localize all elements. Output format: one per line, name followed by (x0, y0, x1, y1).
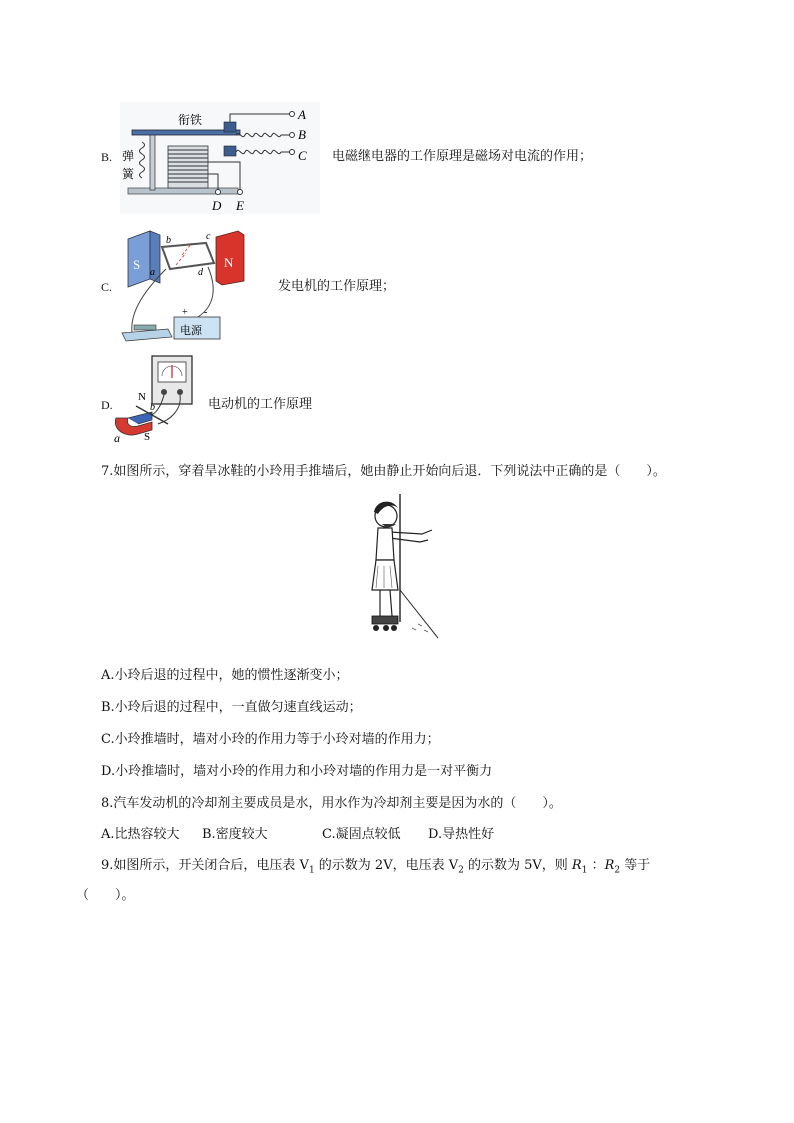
q8-stem: 8.汽车发动机的冷却剂主要成员是水，用水作为冷却剂主要是因为水的（ ）。 (101, 796, 562, 811)
plus-sign: + (182, 307, 188, 318)
label-a: a (114, 431, 120, 444)
q8-option-d: D.导热性好 (428, 827, 495, 842)
terminal-a (290, 112, 295, 117)
armature-label: 衔铁 (178, 113, 203, 127)
label-a: A (298, 107, 306, 122)
label-n: N (138, 391, 146, 403)
power-label: 电源 (180, 325, 202, 337)
meter-figure (108, 354, 208, 444)
relay-post (150, 132, 155, 190)
label-d: d (198, 267, 203, 278)
q7-stem: 7.如图所示，穿着旱冰鞋的小玲用手推墙后，她由静止开始向后退．下列说法中正确的是（ ）。 (101, 464, 666, 479)
terminal-d (216, 190, 221, 195)
label-b: b (166, 235, 171, 246)
label-c: C (298, 148, 307, 163)
label-n: N (224, 255, 234, 270)
option-b-text: 电磁继电器的工作原理是磁场对电流的作用； (332, 149, 593, 164)
minus-sign: - (204, 307, 208, 318)
option-c-text: 发电机的工作原理； (278, 279, 396, 294)
relay-base (128, 188, 238, 194)
q8-option-a: A.比热容较大 (101, 827, 180, 842)
terminal-c (290, 150, 295, 155)
q7-figure (362, 490, 442, 642)
generator-figure (120, 225, 260, 345)
q7-option-d: D.小玲推墙时，墙对小玲的作用力和小玲对墙的作用力是一对平衡力 (101, 764, 493, 779)
q7-option-b: B.小玲后退的过程中，一直做匀速直线运动； (101, 700, 362, 715)
label-d: D (212, 198, 222, 213)
label-a: a (150, 267, 155, 278)
q8-option-b: B.密度较大 (202, 827, 268, 842)
spring-label-2: 簧 (122, 167, 135, 181)
relay-figure (120, 102, 320, 214)
lower-contact (224, 146, 236, 156)
option-b-letter: B. (101, 150, 113, 164)
q7-option-a: A.小玲后退的过程中，她的惯性逐渐变小； (101, 668, 349, 683)
label-s: S (144, 431, 151, 443)
upper-contact (224, 122, 236, 132)
spring-label-1: 弹 (122, 149, 135, 163)
option-c-letter: C. (101, 280, 113, 294)
label-b: b (150, 402, 155, 413)
label-s: S (133, 257, 141, 272)
label-c: c (206, 231, 211, 242)
q7-option-c: C.小玲推墙时，墙对小玲的作用力等于小玲对墙的作用力； (101, 732, 440, 747)
q9-stem: 9.如图所示，开关闭合后，电压表 $V_1$ 的示数为 2V，电压表 $V_2$ 的示数为 5V，则 $R_1$ ：$R_2$ 等于 (101, 858, 651, 876)
q9-stem-line2: （ ）。 (76, 888, 135, 903)
option-d-text: 电动机的工作原理 (208, 397, 313, 412)
terminal-e (238, 190, 243, 195)
terminal-b (290, 133, 295, 138)
label-e: E (236, 198, 244, 213)
option-d-letter: D. (101, 398, 113, 412)
label-b: B (298, 127, 306, 142)
q8-option-c: C.凝固点较低 (322, 827, 401, 842)
